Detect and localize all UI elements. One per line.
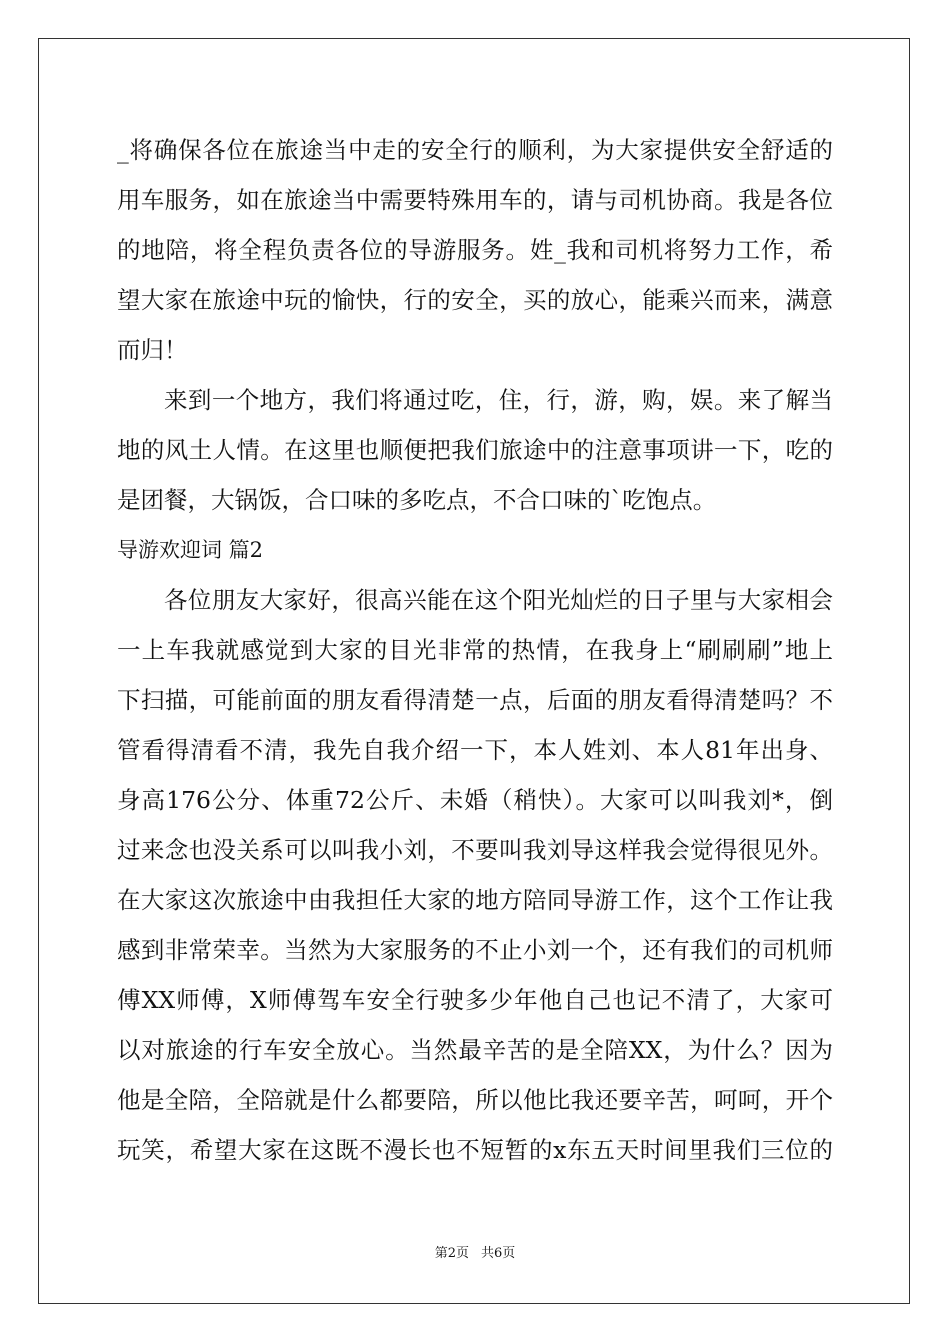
page-number: 第2页 <box>434 1246 469 1261</box>
section-heading: 导游欢迎词 篇2 <box>117 538 264 562</box>
text-line: 傅XX师傅，X师傅驾车安全行驶多少年他自己也记不清了，大家可 <box>117 986 833 1014</box>
paragraph-2 <box>117 375 833 525</box>
text-line: 管看得清看不清，我先自我介绍一下，本人姓刘、本人81年出身、 <box>117 736 833 764</box>
text-line: 各位朋友大家好，很高兴能在这个阳光灿烂的日子里与大家相会 <box>164 586 833 614</box>
text-line: 的地陪，将全程负责各位的导游服务。姓_我和司机将努力工作，希 <box>117 236 833 264</box>
text-line: 感到非常荣幸。当然为大家服务的不止小刘一个，还有我们的司机师 <box>117 936 833 964</box>
text-line: 以对旅途的行车安全放心。当然最辛苦的是全陪XX，为什么？因为 <box>117 1036 833 1064</box>
text-line: 来到一个地方，我们将通过吃，住，行，游，购，娱。来了解当 <box>164 386 833 414</box>
page-footer <box>0 1242 950 1261</box>
paragraph-3 <box>117 575 833 1175</box>
paragraph-1 <box>117 125 833 375</box>
page-total: 共6页 <box>481 1246 516 1261</box>
text-line: 在大家这次旅途中由我担任大家的地方陪同导游工作，这个工作让我 <box>117 886 833 914</box>
text-line: 用车服务，如在旅途当中需要特殊用车的，请与司机协商。我是各位 <box>117 186 833 214</box>
text-line: 他是全陪，全陪就是什么都要陪，所以他比我还要辛苦，呵呵，开个 <box>117 1086 833 1114</box>
text-line: 玩笑，希望大家在这既不漫长也不短暂的x东五天时间里我们三位的 <box>117 1136 833 1164</box>
text-line: 是团餐，大锅饭，合口味的多吃点，不合口味的`吃饱点。 <box>117 486 717 514</box>
text-line: 下扫描，可能前面的朋友看得清楚一点，后面的朋友看得清楚吗？不 <box>117 686 833 714</box>
text-line: 地的风土人情。在这里也顺便把我们旅途中的注意事项讲一下，吃的 <box>117 436 833 464</box>
text-line: _将确保各位在旅途当中走的安全行的顺利，为大家提供安全舒适的 <box>117 136 833 164</box>
text-line: 一上车我就感觉到大家的目光非常的热情，在我身上“刷刷刷”地上 <box>117 636 833 664</box>
text-line: 而归！ <box>117 336 188 364</box>
document-body <box>117 125 833 1175</box>
text-line: 身高176公分、体重72公斤、未婚（稍快）。大家可以叫我刘*，倒 <box>117 786 833 814</box>
text-line: 望大家在旅途中玩的愉快，行的安全，买的放心，能乘兴而来，满意 <box>117 286 833 314</box>
text-line: 过来念也没关系可以叫我小刘，不要叫我刘导这样我会觉得很见外。 <box>117 836 833 864</box>
